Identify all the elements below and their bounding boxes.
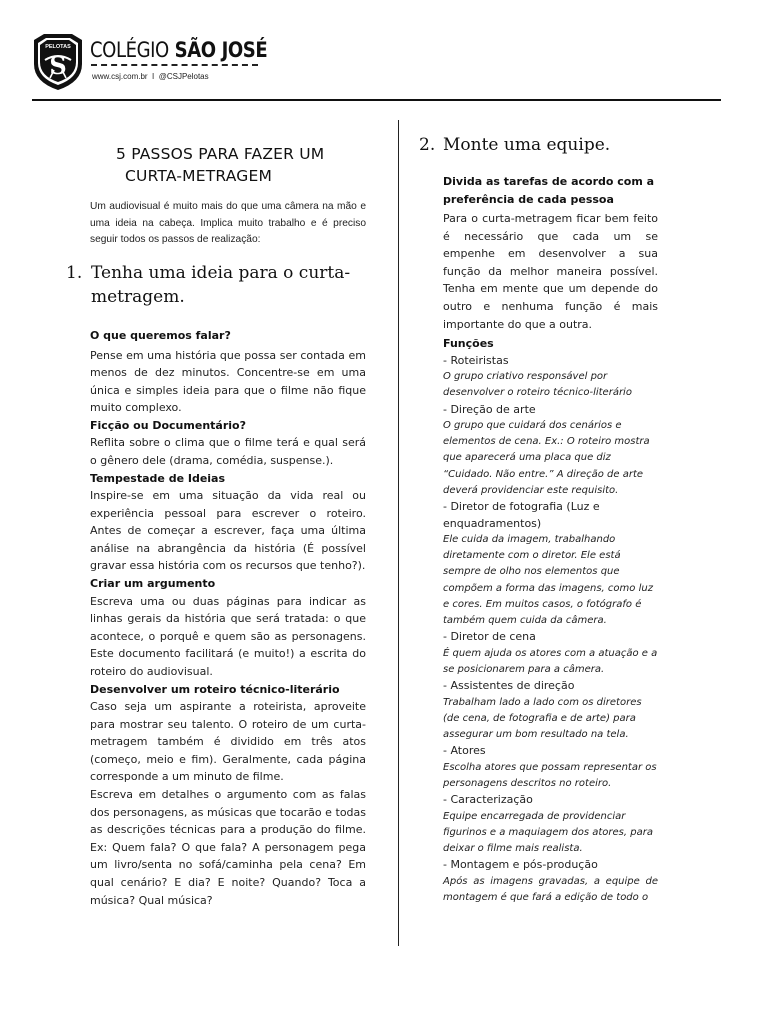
step-2-heading bbox=[419, 133, 679, 157]
section-heading: Criar um argumento bbox=[90, 577, 216, 591]
step-2-text: Para o curta-metragem ficar bem feito é necessário que cada um se empenhe em desenvolver a sua função da melhor maneira possível. Tenha em mente que um depende do outro e nenhuma função é mais importante do que a outra. bbox=[443, 212, 658, 331]
step-2-body bbox=[443, 173, 658, 906]
header-dashed-line bbox=[91, 64, 258, 66]
step-2-subheading: Divida as tarefas de acordo com a preferência de cada pessoa bbox=[443, 175, 655, 206]
step-2-number: 2. bbox=[419, 135, 436, 155]
role-description: O grupo criativo responsável por desenvolver o roteiro técnico-literário bbox=[443, 371, 632, 399]
role-description: O grupo que cuidará dos cenários e elementos de cena. Ex.: O roteiro mostra que aparecerá uma placa que diz “Cuidado. Não entre.” A direção de arte deverá providenciar este requisito. bbox=[443, 420, 650, 496]
page-header bbox=[30, 30, 730, 102]
role-name: - Assistentes de direção bbox=[443, 679, 575, 693]
separator: I bbox=[152, 72, 155, 81]
role-name: - Direção de arte bbox=[443, 402, 536, 416]
svg-text:S: S bbox=[49, 51, 67, 80]
section-text: Inspire-se em uma situação da vida real ou experiência pessoal para escrever o roteiro. Antes de começar a escrever, faça uma última análise na abrangência da história (É possível gravar essa história com os recursos que tenho?). bbox=[90, 489, 366, 573]
role-description: Escolha atores que possam representar os personagens descritos no roteiro. bbox=[443, 761, 657, 790]
role-description: É quem ajuda os atores com a atuação e a se posicionarem para a câmera. bbox=[443, 647, 658, 675]
role-description: Trabalham lado a lado com os diretores (de cena, de fotografia e de arte) para assegurar um bom resultado na tela. bbox=[443, 696, 642, 741]
social-handle[interactable]: @CSJPelotas bbox=[158, 72, 209, 81]
section-text: Caso seja um aspirante a roteirista, aproveite para mostrar seu talento. O roteiro de um curta-metragem também é dividido em três atos (começo, meio e fim). Geralmente, cada página corresponde a um minuto de filme. bbox=[90, 700, 366, 784]
section-extra-text: Escreva em detalhes o argumento com as falas dos personagens, as músicas que tocarão e todas as descrições técnicas para a produção do filme. Ex: Quem fala? O que fala? A personagem pega um livro/senta no sofá/caminha pela cena? Em qual cenário? E dia? E noite? Quando? Toca a música? Qual música? bbox=[90, 787, 366, 907]
step-1-heading bbox=[66, 261, 366, 309]
role-name: - Caracterização bbox=[443, 793, 533, 807]
step-1-title: Tenha uma ideia para o curta-metragem. bbox=[91, 263, 351, 307]
step-1-number: 1. bbox=[66, 263, 83, 283]
school-name: COLÉGIO SÃO JOSÉ bbox=[90, 38, 268, 62]
section-text: Pense em uma história que possa ser contada em menos de dez minutos. Concentre-se em uma única e simples ideia para que o filme não fique muito complexo. bbox=[90, 348, 366, 415]
section-heading: Desenvolver um roteiro técnico-literário bbox=[90, 682, 340, 696]
role-name: - Roteiristas bbox=[443, 353, 509, 367]
school-contact bbox=[92, 72, 209, 81]
section-text: Reflita sobre o clima que o filme terá e qual será o gênero dele (drama, comédia, suspense.). bbox=[90, 436, 366, 467]
section-heading: Ficção ou Documentário? bbox=[90, 418, 246, 432]
school-crest-logo bbox=[30, 30, 86, 92]
step-1-body bbox=[90, 327, 366, 909]
role-name: - Atores bbox=[443, 744, 486, 758]
role-description: Ele cuida da imagem, trabalhando diretamente com o diretor. Ele está sempre de olho nos elementos que compõem a forma das imagens, como luz e cores. Em muitos casos, o fotógrafo é também quem cuida da câmera. bbox=[443, 534, 653, 627]
role-description: Após as imagens gravadas, a equipe de montagem é que fará a edição de todo o bbox=[443, 875, 658, 904]
step-2-title: Monte uma equipe. bbox=[443, 135, 611, 155]
column-divider bbox=[398, 120, 399, 946]
role-name: - Diretor de fotografia (Luz e enquadramentos) bbox=[443, 500, 600, 530]
role-name: - Diretor de cena bbox=[443, 630, 536, 644]
document-title bbox=[116, 143, 324, 187]
header-rule bbox=[32, 99, 721, 101]
role-description: Equipe encarregada de providenciar figurinos e a maquiagem dos atores, para deixar o filme mais realista. bbox=[443, 810, 653, 855]
website-link[interactable]: www.csj.com.br bbox=[92, 72, 148, 81]
roles-title: Funções bbox=[443, 337, 494, 351]
section-text: Escreva uma ou duas páginas para indicar as linhas gerais da história que será tratada: o que acontece, o porquê e quem são as personagens. Este documento facilitará (e muito!) a escrita do roteiro do audiovisual. bbox=[90, 594, 366, 678]
title-line-2: CURTA-METRAGEM bbox=[125, 167, 273, 185]
section-heading: O que queremos falar? bbox=[90, 329, 231, 342]
section-heading: Tempestade de Ideias bbox=[90, 471, 226, 485]
title-line-1: 5 PASSOS PARA FAZER UM bbox=[116, 145, 325, 163]
svg-text:PELOTAS: PELOTAS bbox=[45, 44, 71, 50]
role-name: - Montagem e pós-produção bbox=[443, 858, 598, 872]
intro-paragraph: Um audiovisual é muito mais do que uma câmera na mão e uma ideia na cabeça. Implica muito trabalho e é preciso seguir todos os passos de realização: bbox=[90, 201, 366, 245]
